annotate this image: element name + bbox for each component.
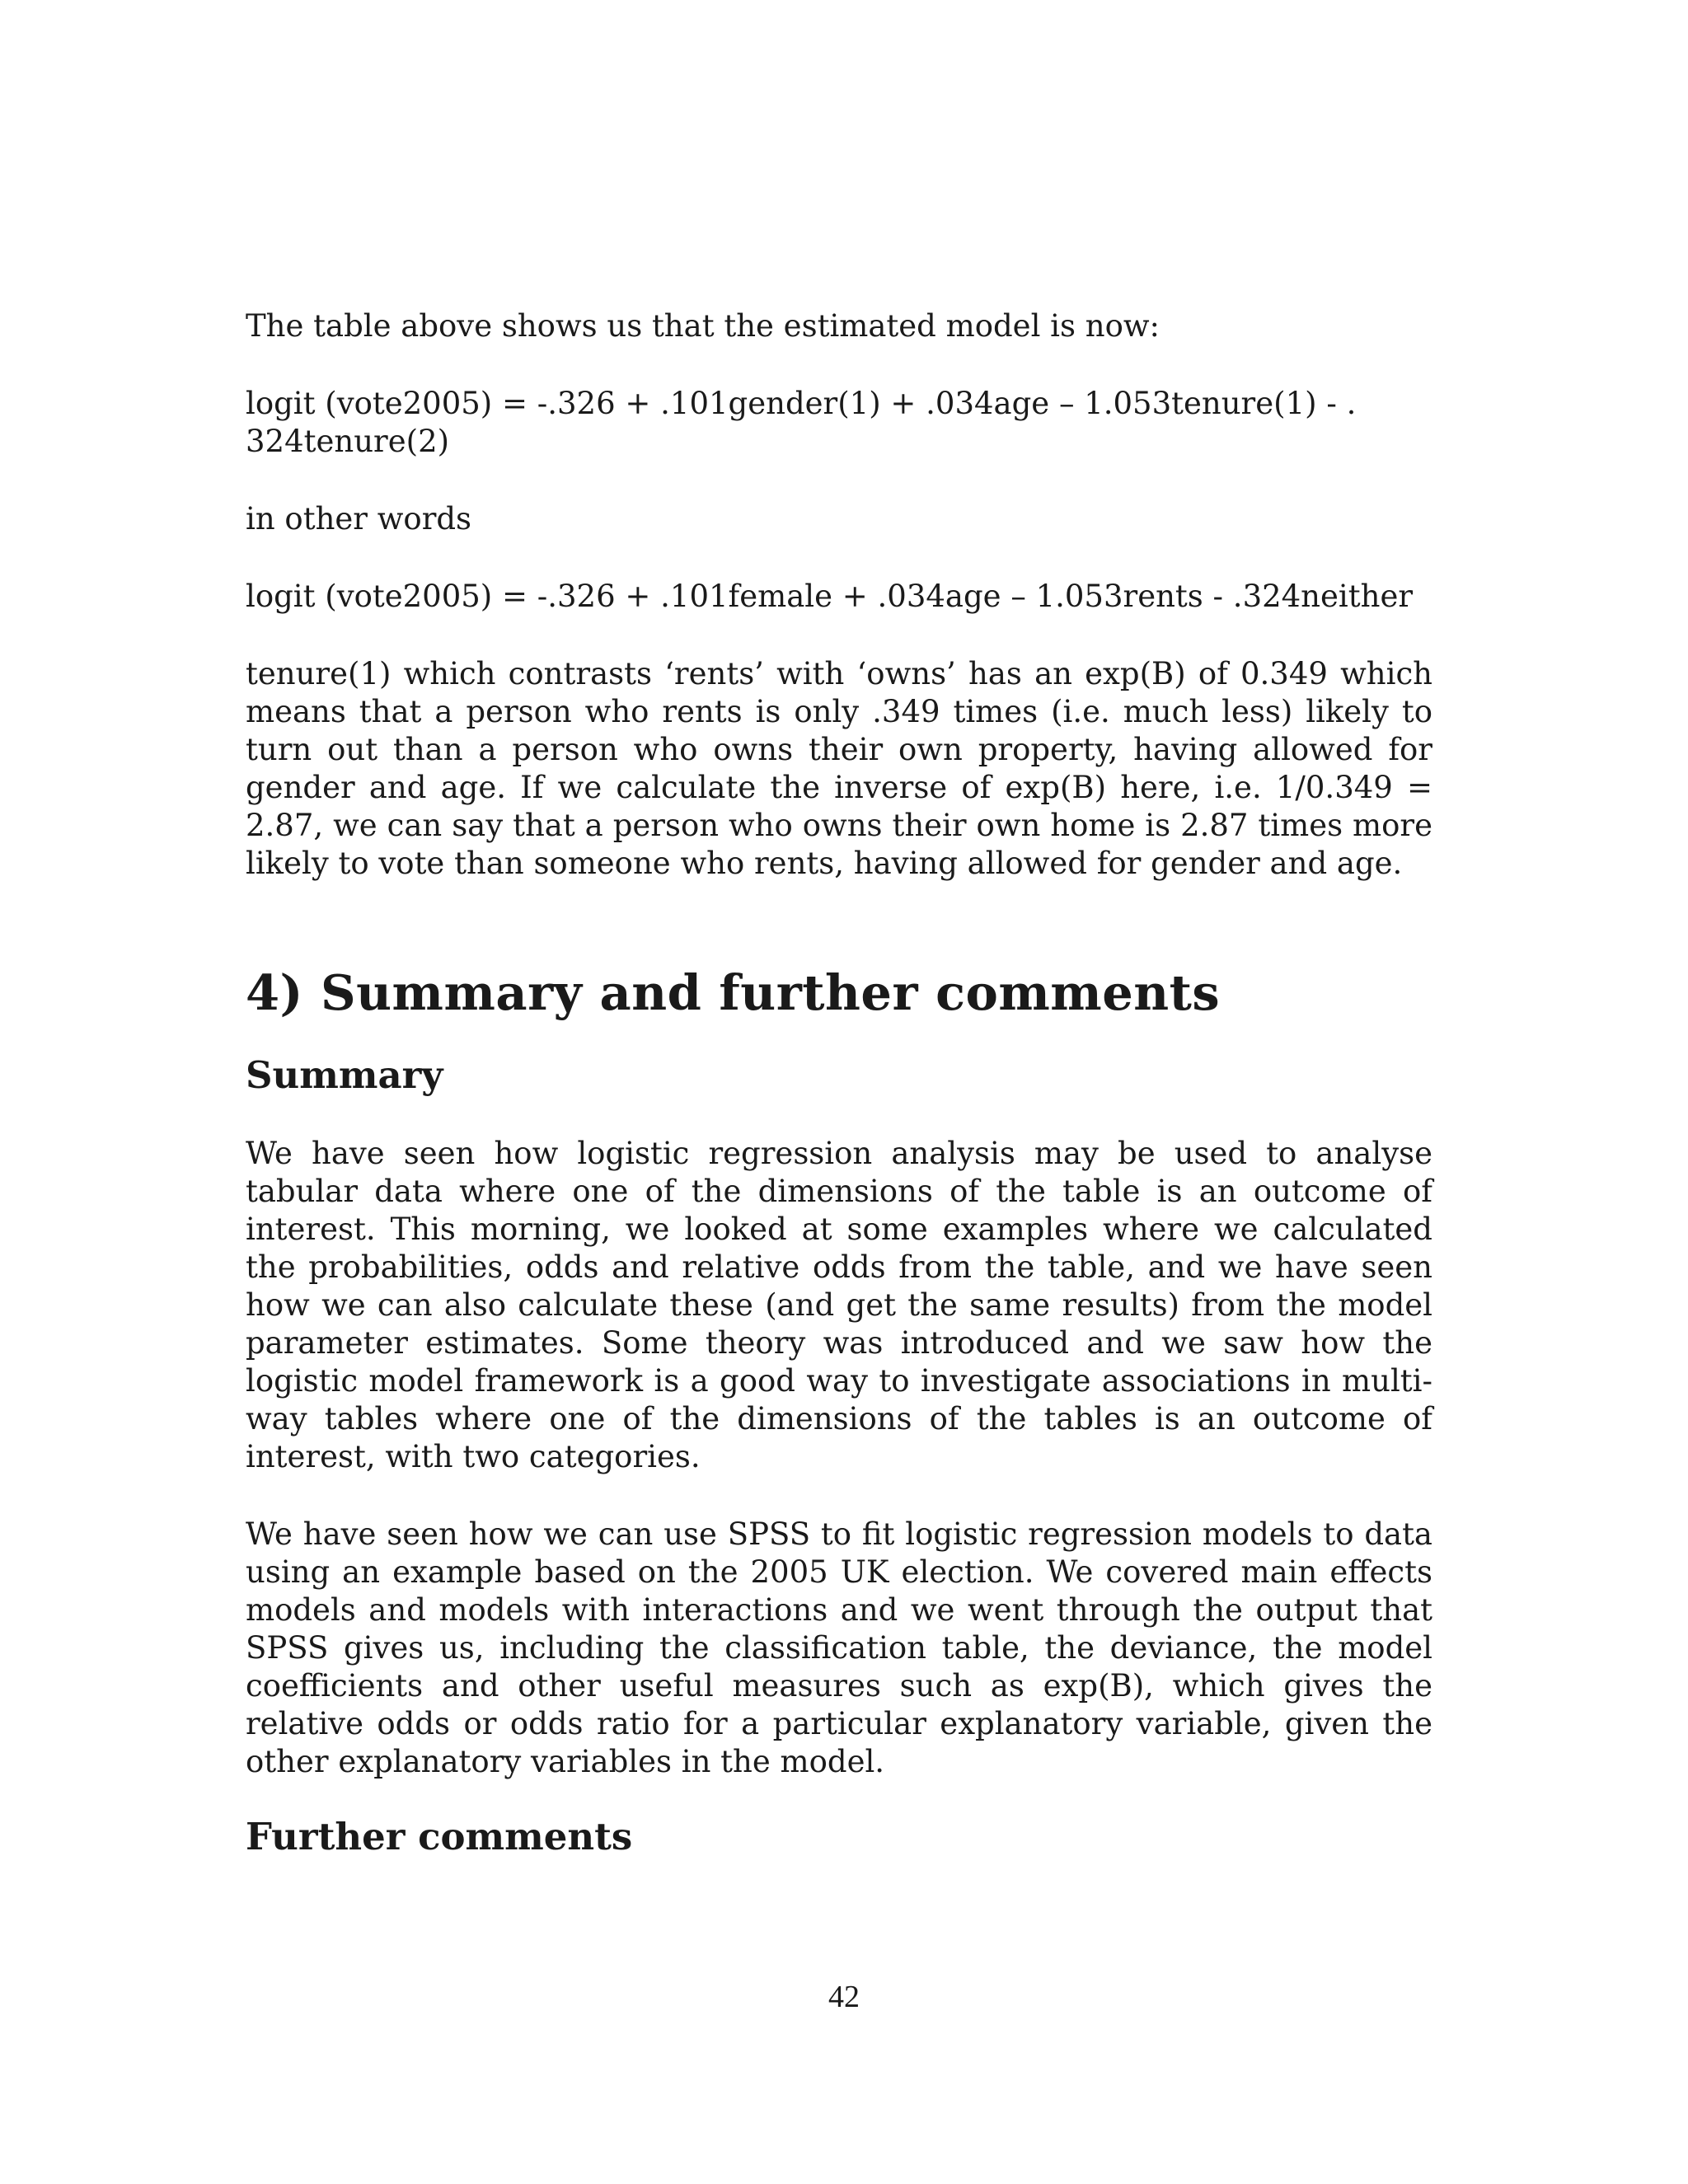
section-heading: 4) Summary and further comments: [246, 964, 1221, 1021]
tenure-paragraph: tenure(1) which contrasts ‘rents’ with ‘owns’ has an exp(B) of 0.349 which means that a person who rents is only .349 times (i.e. much less) likely to turn out than a person who owns their own property, having allowed for gender and age. If we calculate the inverse of exp(B) here, i.e. 1/0.349 = 2.87, we can say that a person who owns their own home is 2.87 times more likely to vote than someone who rents, having allowed for gender and age.: [246, 656, 1432, 881]
model-equation-alt: logit (vote2005) = -.326 + .101female + .034age – 1.053rents - .324neither: [246, 579, 1414, 614]
in-other-words: in other words: [246, 501, 472, 537]
model-equation-line-1: logit (vote2005) = -.326 + .101gender(1) + .034age – 1.053tenure(1) - .: [246, 386, 1357, 421]
summary-heading: Summary: [246, 1053, 443, 1097]
intro-lead: The table above shows us that the estimated model is now:: [246, 308, 1160, 344]
page-number: 42: [828, 1980, 860, 2014]
model-equation-line-2: 324tenure(2): [246, 424, 450, 459]
further-comments-heading: Further comments: [246, 1815, 633, 1858]
summary-paragraph-1: We have seen how logistic regression analysis may be used to analyse tabular data where one of the dimensions of the table is an outcome of interest. This morning, we looked at some examples where we calculated the probabilities, odds and relative odds from the table, and we have seen how we can also calculate these (and get the same results) from the model parameter estimates. Some theory was introduced and we saw how the logistic model framework is a good way to investigate associations in multi-way tables where one of the dimensions of the tables is an outcome of interest, with two categories.: [246, 1136, 1432, 1474]
summary-paragraph-2: We have seen how we can use SPSS to fit logistic regression models to data using an example based on the 2005 UK election. We covered main effects models and models with interactions and we went through the output that SPSS gives us, including the classification table, the deviance, the model coefficients and other useful measures such as exp(B), which gives the relative odds or odds ratio for a particular explanatory variable, given the other explanatory variables in the model.: [246, 1516, 1432, 1779]
page-content: [246, 307, 1432, 1860]
